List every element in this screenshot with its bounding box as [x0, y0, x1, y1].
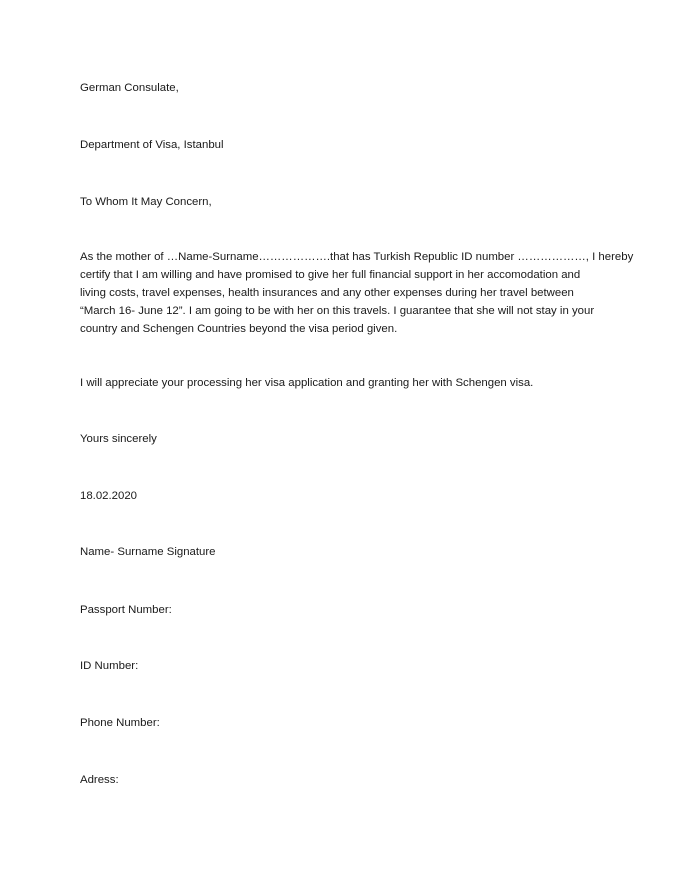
- recipient-line: German Consulate,: [80, 82, 179, 94]
- body-line: country and Schengen Countries beyond the visa period given.: [80, 323, 398, 335]
- passport-number-label: Passport Number:: [80, 604, 172, 616]
- address-label: Adress:: [80, 774, 119, 786]
- body-line: As the mother of …Name-Surname……………….that has Turkish Republic ID number ………………, I hereby: [80, 251, 634, 263]
- phone-number-label: Phone Number:: [80, 717, 160, 729]
- body-line: living costs, travel expenses, health insurances and any other expenses during her travel between: [80, 287, 574, 299]
- request-line: I will appreciate your processing her visa application and granting her with Schengen visa.: [80, 377, 534, 389]
- department-line: Department of Visa, Istanbul: [80, 139, 224, 151]
- body-line: certify that I am willing and have promised to give her full financial support in her accomodation and: [80, 269, 581, 281]
- closing-line: Yours sincerely: [80, 433, 157, 445]
- id-number-label: ID Number:: [80, 660, 139, 672]
- body-paragraph: [80, 248, 634, 338]
- signature-line: Name- Surname Signature: [80, 546, 216, 558]
- date-line: 18.02.2020: [80, 490, 138, 502]
- salutation-line: To Whom It May Concern,: [80, 196, 212, 208]
- body-line: “March 16- June 12”. I am going to be with her on this travels. I guarantee that she will not stay in your: [80, 305, 595, 317]
